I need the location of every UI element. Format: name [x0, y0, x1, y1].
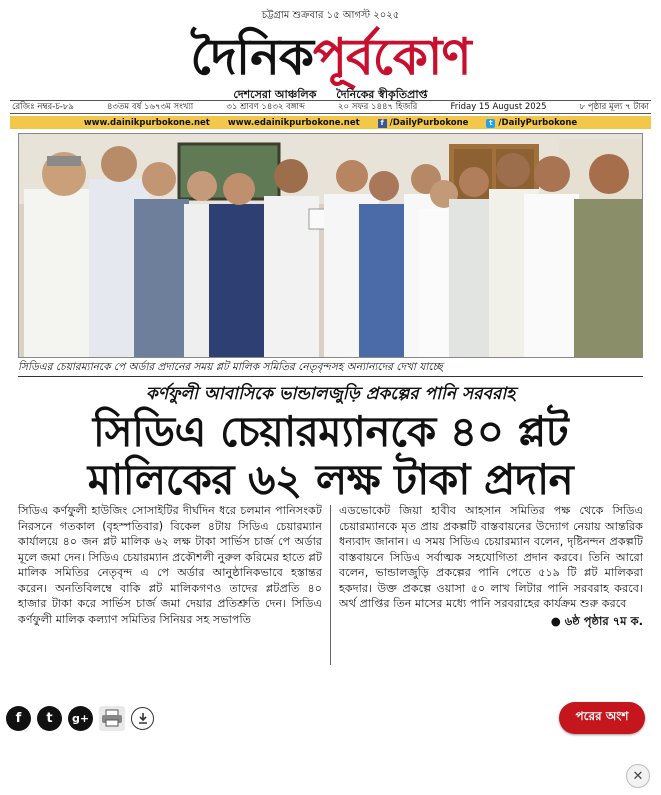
close-icon[interactable]: ✕ [626, 764, 650, 788]
info-english-date: Friday 15 August 2025 [450, 102, 547, 112]
web-links-bar [10, 116, 651, 129]
website-link: www.dainikpurbokone.net [83, 117, 210, 128]
column-divider [330, 505, 331, 665]
info-volume: ৪৩তম বর্ষ ১৬৭৩ম সংখ্যা [107, 102, 194, 112]
tagline-right: দৈনিকের স্বীকৃতিপ্রাপ্ত [336, 88, 428, 101]
info-registration: রেজিঃ নম্বর-চ-৮৯ [12, 102, 74, 112]
google-plus-icon[interactable]: g+ [68, 706, 93, 731]
facebook-small-icon: f [378, 119, 387, 128]
masthead-title-red: পূর্বকোণ [313, 27, 471, 86]
download-arrow-glyph [136, 711, 150, 725]
twitter-small-icon: t [486, 119, 495, 128]
twitter-icon[interactable]: t [37, 706, 62, 731]
group-photo-illustration [19, 134, 643, 358]
continued-on-page: ● ৬ষ্ঠ পৃষ্ঠার ৭ম ক. [550, 613, 643, 628]
share-toolbar [6, 703, 154, 733]
info-bangla-date: ৩১ শ্রাবণ ১৪৩২ বঙ্গাব্দ [226, 102, 305, 112]
download-icon[interactable] [131, 707, 154, 730]
tagline-left: দেশসেরা আঞ্চলিক [233, 88, 317, 101]
dateline: চট্টগ্রাম শুক্রবার ১৫ আগস্ট ২০২৫ [261, 10, 400, 21]
article-column-right [339, 503, 643, 629]
print-icon[interactable] [99, 706, 125, 731]
facebook-icon[interactable]: f [6, 706, 31, 731]
headline-line-1: সিডিএ চেয়ারম্যানকে ৪০ প্লট [92, 407, 569, 456]
twitter-link: t /DailyPurbokone [486, 118, 577, 128]
info-hijri-date: ২০ সফর ১৪৪৭ হিজরি [338, 102, 418, 112]
article-headline [18, 408, 643, 504]
next-part-button[interactable]: পরের অংশ [559, 702, 645, 734]
article-kicker: কর্ণফুলী আবাসিকে ভান্ডালজুড়ি প্রকল্পের পানি সরবরাহ [145, 384, 516, 404]
facebook-link: f /DailyPurbokone [378, 118, 469, 128]
epaper-link: www.edainikpurbokone.net [227, 117, 360, 128]
article-body [18, 503, 643, 673]
photo-caption: সিডিএর চেয়ারম্যানকে পে অর্ডার প্রদানের সময় প্লট মালিক সমিতির নেতৃবৃন্দসহ অন্যান্যদের দেখা যাচ্ছে [18, 360, 643, 377]
issue-info-bar [10, 100, 651, 114]
article-column-right-text: এডভোকেট জিয়া হাবীব আহসান সমিতির পক্ষ থেকে সিডিএ চেয়ারম্যানকে মৃত প্রায় প্রকল্পটি বাস্তবায়নের উদ্যোগ নেয়ায় আন্তরিক ধন্যবাদ জানান। এ সময় সিডিএ চেয়ারম্যান বলেন, দৃষ্টিনন্দন প্রকল্পটি বাস্তবায়নে সিডিএ সর্বাত্মক সহযোগিতা প্রদান করবে। তিনি আরো বলেন, ভান্ডালজুড়ি প্রকল্পের পানি পেতে ৫১৯ টি প্লট মালিকরা হকদার। উক্ত প্রকল্পে ওয়াসা ৫০ লাখ লিটার পানি সরবরাহ করবে। অর্থ প্রাপ্তির তিন মাসের মধ্যে পানি সরবরাহের কার্যক্রম শুরু করবে [339, 504, 643, 610]
headline-line-2: মালিকের ৬২ লক্ষ টাকা প্রদান [87, 455, 574, 504]
info-price: ৮ পৃষ্ঠার মূল্য ৭ টাকা [579, 102, 649, 112]
article-column-left: সিডিএ কর্ণফুলী হাউজিং সোসাইটির দীর্ঘদিন ধরে চলমান পানিসংকট নিরসনে গতকাল (বৃহস্পতিবার) বিকেল ৪টায় সিডিএ চেয়ারম্যান কার্যালয়ে ৪০ জন প্লট মালিক ৬২ লক্ষ টাকা সার্ভিস চার্জ পে অর্ডার মূলে জমা দেন। সিডিএ চেয়ারম্যান প্রকৌশলী নুরুল করিমের হাতে প্লট মালিক সমিতির নেতৃবৃন্দ এ পে অর্ডার আনুষ্ঠানিকভাবে হস্তান্তর করেন। অনতিবিলম্বে বাকি প্লট মালিকগণও তাদের প্লটপ্রতি ৪০ হাজার টাকা করে সার্ভিস চার্জ জমা দেয়ার প্রতিশ্রুতি দেন। সিডিএ কর্ণফুলী মালিক কল্যাণ সমিতির সিনিয়র সহ সভাপতি [18, 504, 322, 626]
masthead-title-black: দৈনিক [190, 27, 314, 86]
printer-glyph [101, 709, 123, 727]
article-photo [18, 133, 643, 358]
masthead [0, 20, 661, 90]
